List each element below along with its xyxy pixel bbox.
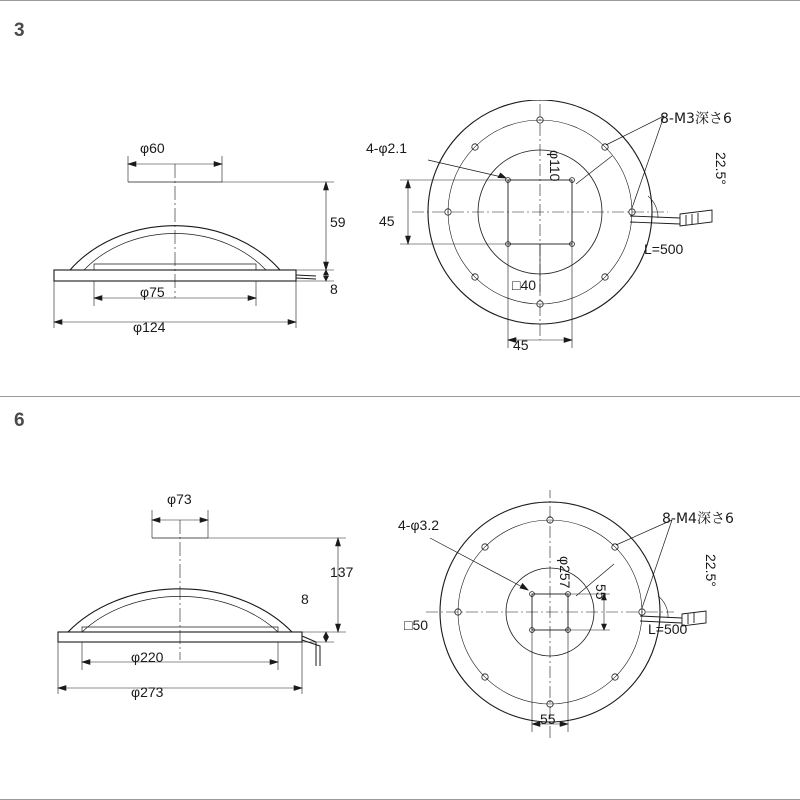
dim-thickness-8: 8 bbox=[330, 281, 338, 297]
callout-4-phi2-1: 4-φ2.1 bbox=[366, 140, 407, 156]
dim-height-59: 59 bbox=[330, 214, 346, 230]
callout-8-m4: 8-M4深さ6 bbox=[662, 511, 734, 527]
sheet-divider-middle bbox=[0, 396, 800, 397]
dim-square-50: □50 bbox=[404, 617, 429, 633]
dim-phi60: φ60 bbox=[140, 140, 165, 156]
dim-height-137: 137 bbox=[330, 564, 354, 580]
section-6-side-view bbox=[40, 480, 370, 730]
dim-pitch-vertical-55: 55 bbox=[593, 584, 609, 600]
dim-phi110: φ110 bbox=[547, 150, 563, 182]
callout-8-m3: 8-M3深さ6 bbox=[660, 111, 732, 127]
section-6-top-view bbox=[400, 490, 780, 750]
callout-4-phi3-2: 4-φ3.2 bbox=[398, 517, 439, 533]
dim-square-40: □40 bbox=[512, 277, 537, 293]
dim-pitch-horizontal-45: 45 bbox=[513, 337, 529, 353]
dim-cable-length: L=500 bbox=[644, 241, 684, 257]
sheet-divider-top bbox=[0, 0, 800, 1]
dim-thickness-8-b: 8 bbox=[301, 591, 309, 607]
section-number-3: 3 bbox=[14, 20, 25, 41]
dim-cable-length-b: L=500 bbox=[648, 621, 688, 637]
dim-pitch-vertical-45: 45 bbox=[379, 213, 395, 229]
section-number-6: 6 bbox=[14, 410, 25, 431]
dim-phi75: φ75 bbox=[140, 284, 165, 300]
dim-phi273: φ273 bbox=[131, 684, 164, 700]
dim-phi220: φ220 bbox=[131, 649, 164, 665]
section-3-top-view bbox=[380, 100, 780, 380]
dim-angle-22-5-b: 22.5° bbox=[703, 554, 719, 587]
dim-phi73: φ73 bbox=[167, 491, 192, 507]
dim-phi124: φ124 bbox=[133, 319, 166, 335]
dim-angle-22-5: 22.5° bbox=[713, 152, 729, 185]
section-3-side-view bbox=[40, 120, 360, 360]
dim-phi257: φ257 bbox=[557, 556, 573, 589]
dim-pitch-horizontal-55: 55 bbox=[540, 711, 556, 727]
